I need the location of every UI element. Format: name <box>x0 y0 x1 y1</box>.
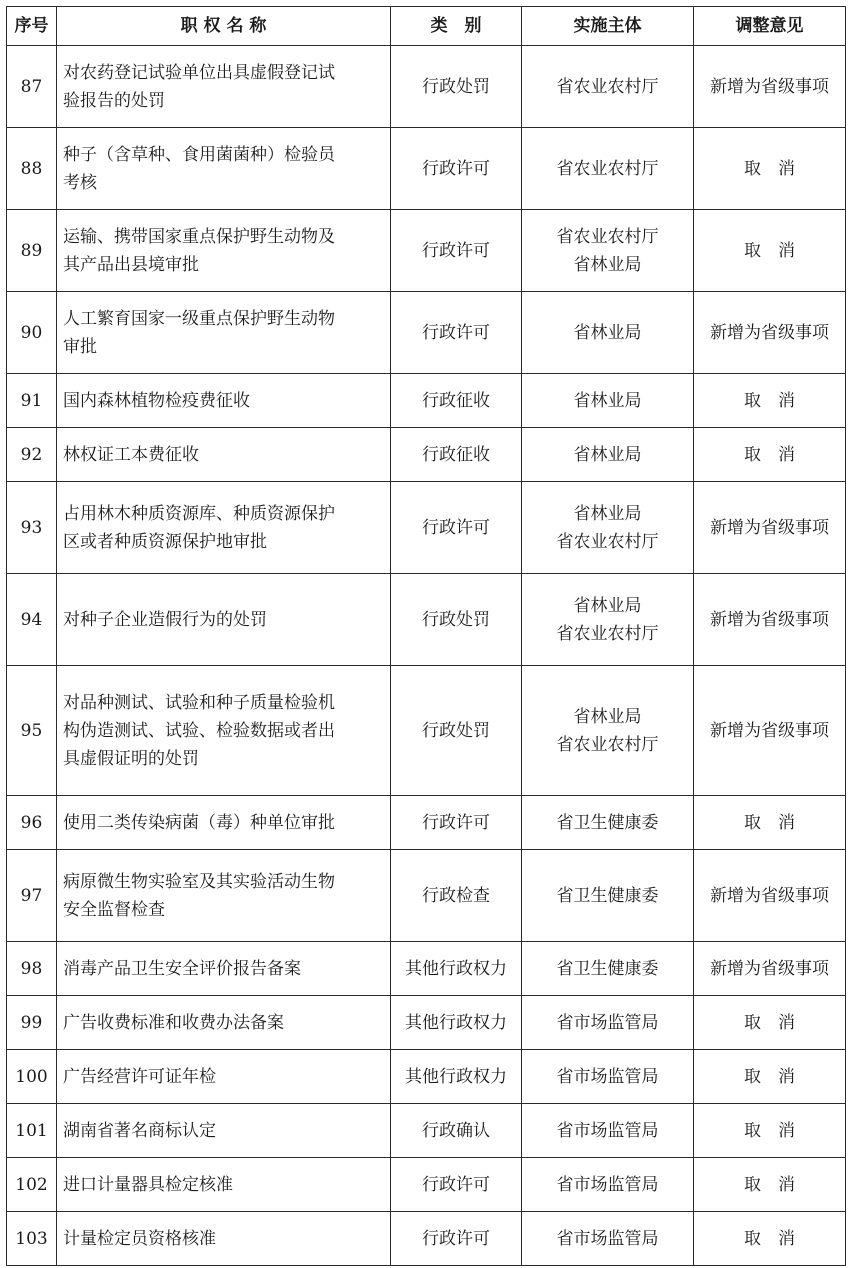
implementing-body-line: 省农业农村厅 <box>556 623 659 644</box>
authority-category: 行政处罚 <box>391 574 522 666</box>
authority-name <box>57 996 391 1050</box>
authority-category: 行政许可 <box>391 482 522 574</box>
table-body <box>7 46 846 1266</box>
implementing-body <box>522 1104 694 1158</box>
implementing-body-line: 省农业农村厅 <box>556 734 659 755</box>
table-row <box>7 1104 846 1158</box>
implementing-body-line: 省林业局 <box>573 254 642 275</box>
adjustment-opinion: 取 消 <box>694 1050 846 1104</box>
implementing-body <box>522 482 694 574</box>
implementing-body-line: 省林业局 <box>573 390 642 411</box>
table-row <box>7 796 846 850</box>
authority-name-line: 种子（含草种、食用菌菌种）检验员 <box>63 144 335 165</box>
row-number: 95 <box>7 666 57 796</box>
table-row <box>7 666 846 796</box>
implementing-body <box>522 666 694 796</box>
implementing-body-line: 省市场监管局 <box>556 1012 659 1033</box>
authority-name <box>57 1050 391 1104</box>
table-row <box>7 942 846 996</box>
table-row <box>7 1158 846 1212</box>
adjustment-opinion: 取 消 <box>694 428 846 482</box>
row-number: 93 <box>7 482 57 574</box>
authority-name-line: 审批 <box>63 336 97 357</box>
implementing-body-line: 省林业局 <box>573 444 642 465</box>
authority-name-line: 使用二类传染病菌（毒）种单位审批 <box>63 812 335 833</box>
row-number: 102 <box>7 1158 57 1212</box>
implementing-body-line: 省林业局 <box>573 706 642 727</box>
authority-category: 行政许可 <box>391 1212 522 1266</box>
authority-name <box>57 574 391 666</box>
authority-category: 行政许可 <box>391 1158 522 1212</box>
adjustment-opinion: 取 消 <box>694 1212 846 1266</box>
row-number: 87 <box>7 46 57 128</box>
authority-name-line: 病原微生物实验室及其实验活动生物 <box>63 871 335 892</box>
table-row <box>7 46 846 128</box>
implementing-body <box>522 128 694 210</box>
table-row <box>7 374 846 428</box>
table-row <box>7 128 846 210</box>
authority-name <box>57 128 391 210</box>
authority-name-line: 国内森林植物检疫费征收 <box>63 390 250 411</box>
row-number: 94 <box>7 574 57 666</box>
implementing-body <box>522 1158 694 1212</box>
header-org: 实施主体 <box>522 7 694 46</box>
adjustment-opinion: 取 消 <box>694 796 846 850</box>
authority-name-line: 广告经营许可证年检 <box>63 1066 216 1087</box>
header-name: 职 权 名 称 <box>57 7 391 46</box>
adjustment-opinion: 取 消 <box>694 210 846 292</box>
authority-name <box>57 1212 391 1266</box>
table-row <box>7 210 846 292</box>
authority-category: 行政许可 <box>391 128 522 210</box>
authority-name <box>57 1104 391 1158</box>
row-number: 96 <box>7 796 57 850</box>
authority-adjustment-table <box>6 6 846 1266</box>
authority-name-line: 安全监督检查 <box>63 899 165 920</box>
adjustment-opinion: 新增为省级事项 <box>694 850 846 942</box>
implementing-body-line: 省农业农村厅 <box>556 158 659 179</box>
authority-name <box>57 1158 391 1212</box>
row-number: 90 <box>7 292 57 374</box>
table-row <box>7 574 846 666</box>
authority-name <box>57 666 391 796</box>
implementing-body-line: 省市场监管局 <box>556 1228 659 1249</box>
implementing-body <box>522 796 694 850</box>
row-number: 88 <box>7 128 57 210</box>
authority-category: 行政确认 <box>391 1104 522 1158</box>
implementing-body <box>522 374 694 428</box>
adjustment-opinion: 取 消 <box>694 996 846 1050</box>
implementing-body <box>522 574 694 666</box>
authority-category: 行政许可 <box>391 210 522 292</box>
table-header-row <box>7 7 846 46</box>
authority-name-line: 其产品出县境审批 <box>63 254 199 275</box>
authority-name <box>57 428 391 482</box>
implementing-body-line: 省市场监管局 <box>556 1120 659 1141</box>
row-number: 91 <box>7 374 57 428</box>
table-row <box>7 292 846 374</box>
implementing-body-line: 省农业农村厅 <box>556 531 659 552</box>
authority-name-line: 湖南省著名商标认定 <box>63 1120 216 1141</box>
authority-category: 其他行政权力 <box>391 996 522 1050</box>
authority-category: 行政检查 <box>391 850 522 942</box>
authority-name-line: 对农药登记试验单位出具虚假登记试 <box>63 62 335 83</box>
authority-category: 行政处罚 <box>391 666 522 796</box>
authority-name-line: 人工繁育国家一级重点保护野生动物 <box>63 308 335 329</box>
implementing-body-line: 省卫生健康委 <box>556 885 659 906</box>
implementing-body-line: 省林业局 <box>573 595 642 616</box>
row-number: 100 <box>7 1050 57 1104</box>
table-row <box>7 850 846 942</box>
header-opinion: 调整意见 <box>694 7 846 46</box>
implementing-body <box>522 46 694 128</box>
implementing-body <box>522 292 694 374</box>
implementing-body-line: 省农业农村厅 <box>556 76 659 97</box>
authority-name-line: 占用林木种质资源库、种质资源保护 <box>63 503 335 524</box>
authority-name <box>57 374 391 428</box>
implementing-body <box>522 210 694 292</box>
table-row <box>7 482 846 574</box>
implementing-body <box>522 1212 694 1266</box>
authority-name-line: 验报告的处罚 <box>63 90 165 111</box>
adjustment-opinion: 取 消 <box>694 1104 846 1158</box>
implementing-body-line: 省卫生健康委 <box>556 812 659 833</box>
implementing-body-line: 省市场监管局 <box>556 1066 659 1087</box>
row-number: 103 <box>7 1212 57 1266</box>
row-number: 101 <box>7 1104 57 1158</box>
authority-name-line: 对种子企业造假行为的处罚 <box>63 609 267 630</box>
adjustment-opinion: 新增为省级事项 <box>694 666 846 796</box>
implementing-body-line: 省市场监管局 <box>556 1174 659 1195</box>
header-no: 序号 <box>7 7 57 46</box>
header-category: 类 别 <box>391 7 522 46</box>
authority-name <box>57 46 391 128</box>
authority-name-line: 构伪造测试、试验、检验数据或者出 <box>63 720 335 741</box>
authority-category: 行政征收 <box>391 428 522 482</box>
authority-name-line: 消毒产品卫生安全评价报告备案 <box>63 958 301 979</box>
authority-name-line: 区或者种质资源保护地审批 <box>63 531 267 552</box>
implementing-body-line: 省卫生健康委 <box>556 958 659 979</box>
implementing-body <box>522 850 694 942</box>
authority-name <box>57 850 391 942</box>
authority-name-line: 运输、携带国家重点保护野生动物及 <box>63 226 335 247</box>
implementing-body <box>522 942 694 996</box>
row-number: 97 <box>7 850 57 942</box>
authority-category: 行政许可 <box>391 796 522 850</box>
table-row <box>7 1212 846 1266</box>
authority-category: 行政许可 <box>391 292 522 374</box>
authority-name <box>57 292 391 374</box>
adjustment-opinion: 取 消 <box>694 1158 846 1212</box>
implementing-body <box>522 996 694 1050</box>
adjustment-opinion: 新增为省级事项 <box>694 482 846 574</box>
implementing-body-line: 省农业农村厅 <box>556 226 659 247</box>
authority-name-line: 广告收费标准和收费办法备案 <box>63 1012 284 1033</box>
implementing-body <box>522 428 694 482</box>
table-row <box>7 996 846 1050</box>
authority-name-line: 林权证工本费征收 <box>63 444 199 465</box>
row-number: 98 <box>7 942 57 996</box>
adjustment-opinion: 取 消 <box>694 374 846 428</box>
adjustment-opinion: 新增为省级事项 <box>694 574 846 666</box>
authority-name-line: 对品种测试、试验和种子质量检验机 <box>63 692 335 713</box>
table-row <box>7 428 846 482</box>
authority-category: 其他行政权力 <box>391 1050 522 1104</box>
adjustment-opinion: 新增为省级事项 <box>694 942 846 996</box>
authority-name-line: 考核 <box>63 172 97 193</box>
authority-category: 行政处罚 <box>391 46 522 128</box>
adjustment-opinion: 新增为省级事项 <box>694 46 846 128</box>
row-number: 99 <box>7 996 57 1050</box>
authority-category: 行政征收 <box>391 374 522 428</box>
authority-name <box>57 942 391 996</box>
authority-name <box>57 482 391 574</box>
table-row <box>7 1050 846 1104</box>
authority-name-line: 计量检定员资格核准 <box>63 1228 216 1249</box>
implementing-body <box>522 1050 694 1104</box>
implementing-body-line: 省林业局 <box>573 322 642 343</box>
authority-name <box>57 796 391 850</box>
row-number: 89 <box>7 210 57 292</box>
authority-name-line: 具虚假证明的处罚 <box>63 748 199 769</box>
adjustment-opinion: 新增为省级事项 <box>694 292 846 374</box>
authority-name-line: 进口计量器具检定核准 <box>63 1174 233 1195</box>
implementing-body-line: 省林业局 <box>573 503 642 524</box>
row-number: 92 <box>7 428 57 482</box>
authority-category: 其他行政权力 <box>391 942 522 996</box>
authority-name <box>57 210 391 292</box>
adjustment-opinion: 取 消 <box>694 128 846 210</box>
